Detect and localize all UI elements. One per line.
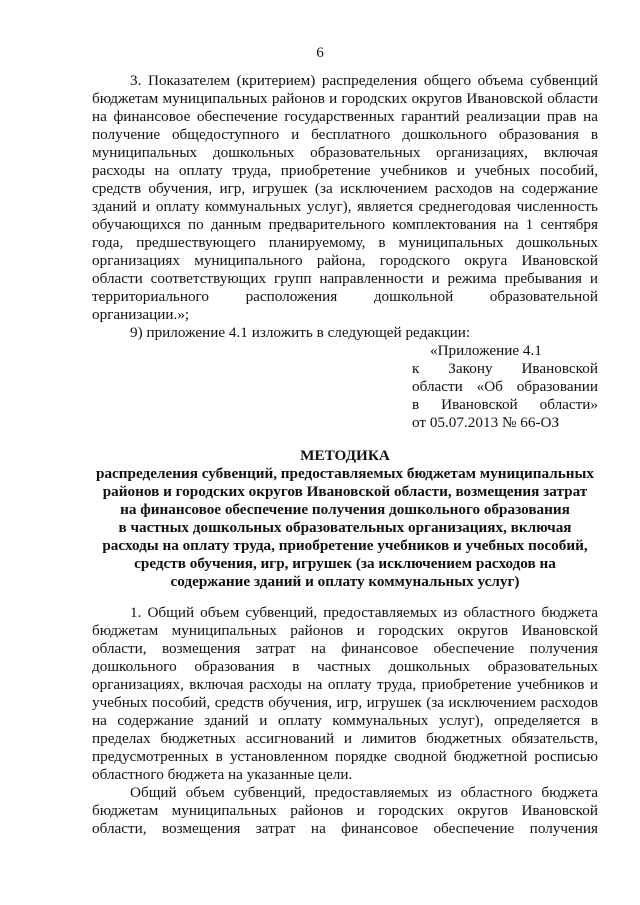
text-line: 1. Общий объем субвенций, предоставляемых из областного бюджета	[130, 604, 598, 621]
text-line: дошкольного образования в частных дошкольных образовательных	[92, 658, 598, 675]
page-number: 6	[316, 44, 324, 61]
text-line: области, возмещения затрат на финансовое обеспечение получения	[92, 820, 598, 837]
title-line: содержание зданий и оплату коммунальных услуг)	[170, 573, 520, 590]
title-line: районов и городских округов Ивановской области, возмещения затрат	[102, 483, 588, 500]
text-line: средств обучения, игр, игрушек (за исключением расходов на содержание	[92, 180, 598, 197]
text-line: организациях, включая расходы на оплату труда, приобретение учебников и	[92, 676, 598, 693]
appendix-line: от 05.07.2013 № 66-ОЗ	[412, 414, 560, 431]
text-line: учебных пособий, средств обучения, игр, игрушек (за исключением расходов	[92, 694, 598, 711]
text-line: пределах бюджетных ассигнований и лимитов бюджетных обязательств,	[92, 730, 598, 747]
text-line: бюджетам муниципальных районов и городских округов Ивановской	[92, 802, 598, 819]
text-line: предусмотренных в установленном порядке сводной бюджетной росписью	[92, 748, 598, 765]
text-line: на финансовое обеспечение государственных гарантий реализации прав на	[92, 108, 598, 125]
text-line: 3. Показателем (критерием) распределения общего объема субвенций	[130, 72, 598, 89]
text-line: на содержание зданий и оплату коммунальных услуг), определяется в	[92, 712, 598, 729]
appendix-line: области «Об образовании	[412, 378, 598, 395]
title-line: распределения субвенций, предоставляемых бюджетам муниципальных	[96, 465, 594, 482]
title-line: средств обучения, игр, игрушек (за исключением расходов на	[134, 555, 556, 572]
text-line: обучающихся по данным предварительного комплектования на 1 сентября	[92, 216, 598, 233]
text-line: области соответствующих групп направленности и режима пребывания и	[92, 270, 598, 287]
text-line: бюджетам муниципальных районов и городских округов Ивановской области	[92, 90, 598, 107]
title-line: на финансовое обеспечение получения дошкольного образования	[120, 501, 570, 518]
text-line: территориального расположения дошкольной образовательной	[92, 288, 598, 305]
text-line: зданий и оплату коммунальных услуг), является среднегодовая численность	[92, 198, 598, 215]
title-heading: МЕТОДИКА	[300, 447, 390, 464]
text-line: организации.»;	[92, 306, 190, 323]
title-line: расходы на оплату труда, приобретение учебников и учебных пособий,	[102, 537, 588, 554]
title-line: в частных дошкольных образовательных организациях, включая	[118, 519, 572, 536]
text-line: организациях муниципального района, городского округа Ивановской	[92, 252, 598, 269]
item-9: 9) приложение 4.1 изложить в следующей редакции:	[130, 324, 471, 341]
text-line: получение общедоступного и бесплатного дошкольного образования в	[92, 126, 598, 143]
text-line: бюджетам муниципальных районов и городских округов Ивановской	[92, 622, 598, 639]
appendix-line: в Ивановской области»	[412, 396, 598, 413]
appendix-line: «Приложение 4.1	[430, 342, 542, 359]
appendix-line: к Закону Ивановской	[412, 360, 598, 377]
text-line: муниципальных дошкольных образовательных организациях, включая	[92, 144, 598, 161]
text-line: области, возмещения затрат на финансовое обеспечение получения	[92, 640, 598, 657]
text-line: Общий объем субвенций, предоставляемых из областного бюджета	[130, 784, 598, 801]
text-line: года, предшествующего планируемому, в муниципальных дошкольных	[92, 234, 598, 251]
text-line: расходы на оплату труда, приобретение учебников и учебных пособий,	[92, 162, 598, 179]
text-line: областного бюджета на указанные цели.	[92, 766, 353, 783]
